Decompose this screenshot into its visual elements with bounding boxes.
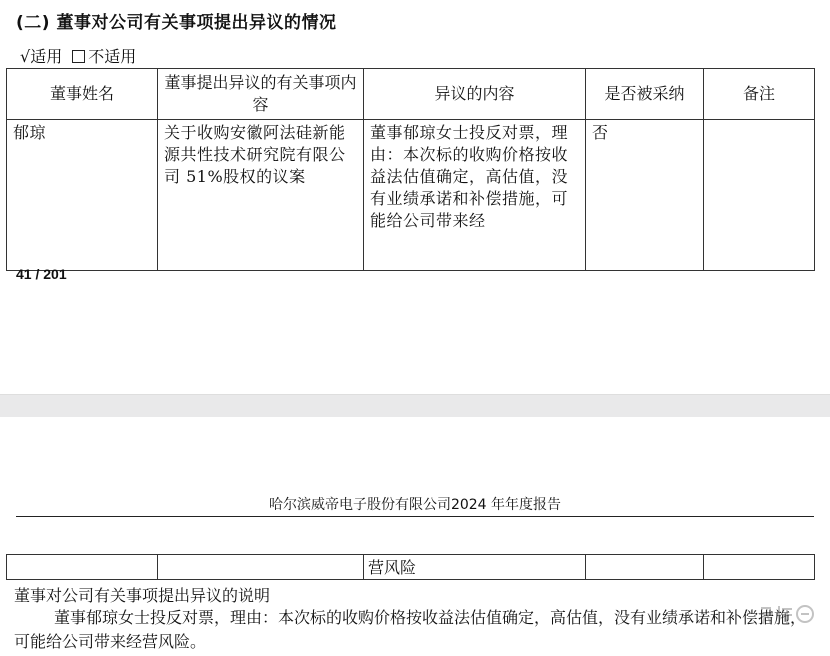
page-gap [0,394,830,417]
cell-matter [158,120,364,271]
header-remark: 备注 [704,69,815,120]
adopted-value: 否 [592,123,609,142]
remark-value [710,122,809,244]
not-applicable-option: 不适用 [88,47,137,66]
cell-remark [704,120,815,271]
cont-cell-remark [704,555,815,580]
section-title: (二) 董事对公司有关事项提出异议的情况 [16,13,337,33]
director-name: 郁琼 [13,123,47,142]
cell-objection [364,120,586,271]
director-objection-table [6,68,815,271]
header-matter: 董事提出异议的有关事项内容 [158,69,364,120]
header-adopted: 是否被采纳 [586,69,704,120]
table-row [7,120,815,271]
cont-cell-matter [158,555,364,580]
site-watermark-icon [758,601,820,627]
checkbox-icon [72,50,85,63]
cont-cell-objection: 营风险 [364,555,586,580]
cont-cell-adopted [586,555,704,580]
explanation-body: 董事郁琼女士投反对票，理由：本次标的收购价格按收益法估值确定，高估值，没有业绩承诺和补偿措施，可能给公司带来经营风险。 [14,608,807,651]
cont-cell-name [7,555,158,580]
table-header-row [7,69,815,120]
matter-text: 关于收购安徽阿法硅新能源共性技术研究院有限公司 51%股权的议案 [164,123,346,186]
cell-director-name [7,120,158,271]
header-director-name: 董事姓名 [7,69,158,120]
header-objection: 异议的内容 [364,69,586,120]
applicability-options [20,44,136,67]
header-rule [16,516,814,517]
table-row [7,555,815,580]
explanation-title: 董事对公司有关事项提出异议的说明 [14,586,271,605]
objection-text: 董事郁琼女士投反对票，理由：本次标的收购价格按收益法估值确定，高估值，没有业绩承诺和补偿措施，可能给公司带来经 [370,123,569,230]
page-number: 41 / 201 [16,266,67,282]
continuation-table [6,554,815,580]
report-header: 哈尔滨威帝电子股份有限公司2024 年年度报告 [268,497,562,513]
cell-adopted [586,120,704,271]
applicable-option: √适用 [20,47,63,66]
